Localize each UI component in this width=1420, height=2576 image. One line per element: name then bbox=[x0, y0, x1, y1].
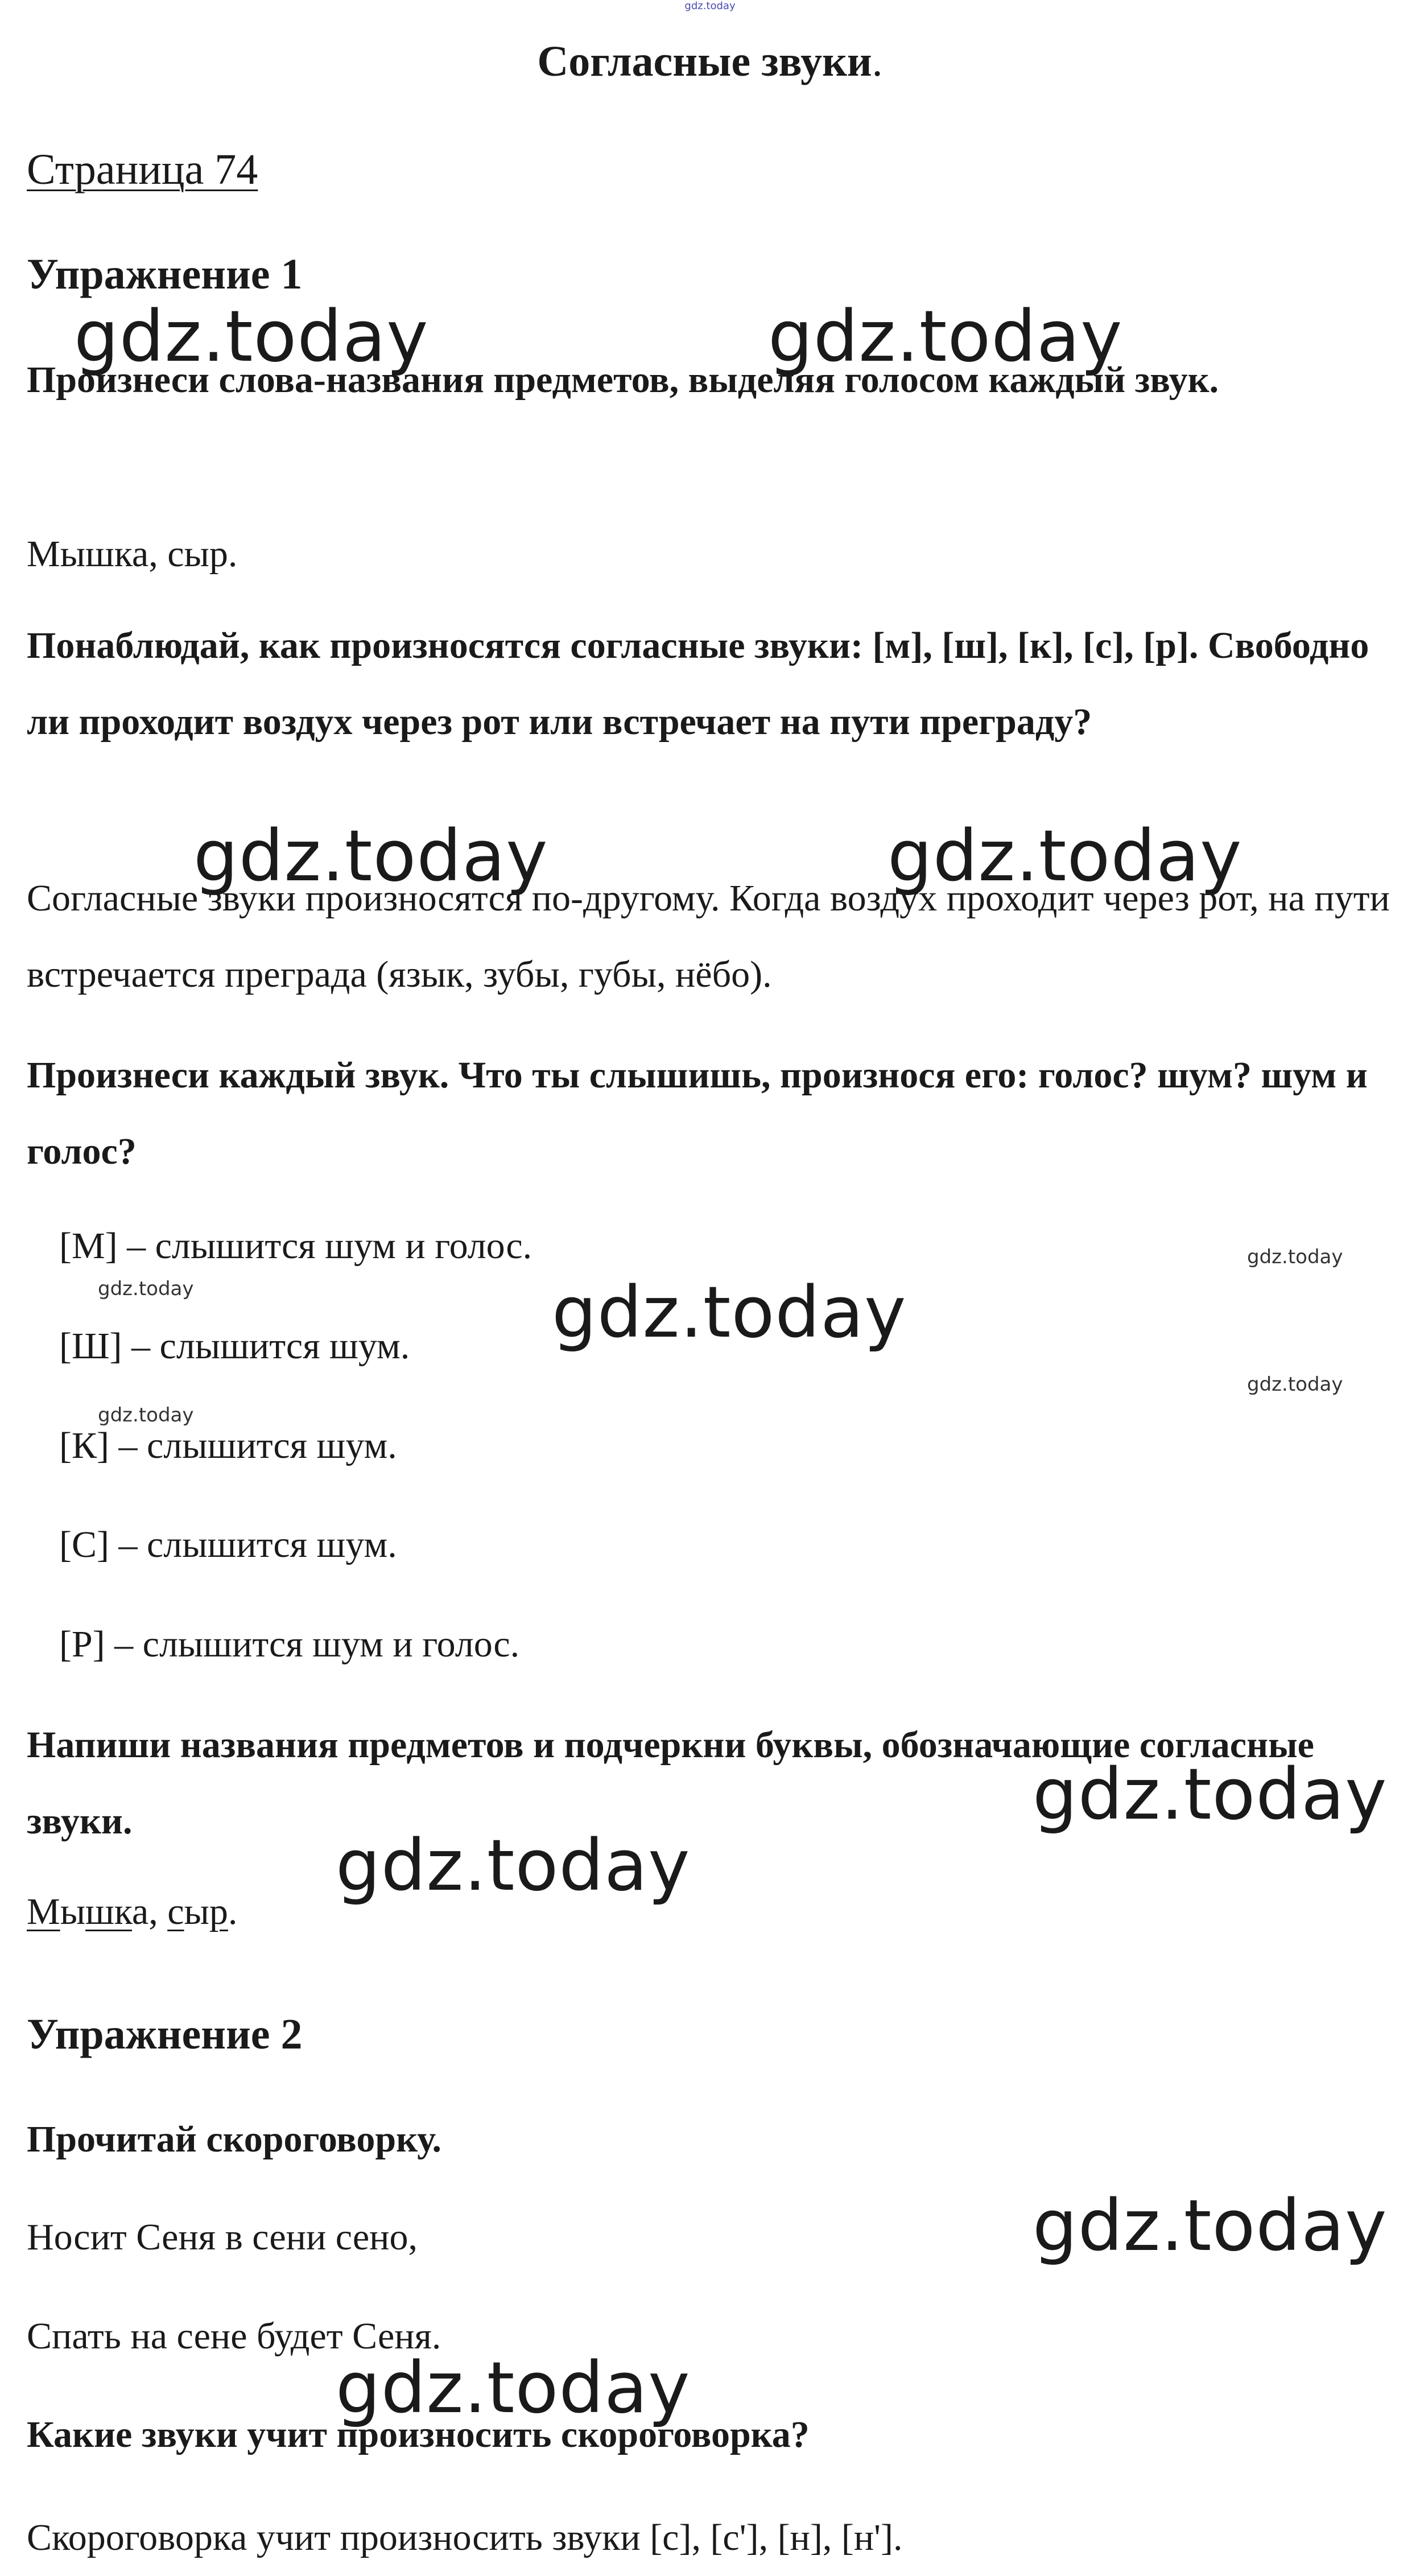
watermark-small: gdz.today bbox=[98, 1277, 194, 1300]
page-number-link[interactable]: Страница 74 bbox=[27, 146, 258, 193]
watermark: gdz.today bbox=[888, 815, 1242, 897]
exercise2-answer-2: Скороговорка учит произносить звуки [с], [с'], [н], [н']. bbox=[27, 2517, 903, 2558]
exercise1-answer-1: Мышка, сыр. bbox=[27, 533, 238, 575]
watermark: gdz.today bbox=[193, 815, 548, 897]
watermark-small: gdz.today bbox=[1247, 1373, 1343, 1396]
watermark-top: gdz.today bbox=[684, 0, 736, 12]
page-title: Согласные звуки. bbox=[537, 38, 883, 85]
watermark: gdz.today bbox=[74, 296, 429, 378]
tongue-twister-line-1: Носит Сеня в сени сено, bbox=[27, 2216, 418, 2258]
sound-item-r: [Р] – слышится шум и голос. bbox=[59, 1623, 520, 1665]
exercise1-question-2: Понаблюдай, как произносятся согласные звуки: [м], [ш], [к], [с], [р]. Свободно ли проходит воздух через рот или встречает на пути преграду? bbox=[27, 625, 1369, 743]
watermark-small: gdz.today bbox=[1247, 1246, 1343, 1268]
sound-item-k: [К] – слышится шум. bbox=[59, 1425, 397, 1466]
exercise1-question-3: Произнеси каждый звук. Что ты слышишь, произнося его: голос? шум? шум и голос? bbox=[27, 1054, 1368, 1172]
tongue-twister-line-2: Спать на сене будет Сеня. bbox=[27, 2315, 441, 2357]
sound-item-s: [С] – слышится шум. bbox=[59, 1524, 397, 1565]
exercise1-answer-2: Согласные звуки произносятся по-другому. Когда воздух проходит через рот, на пути встречается преграда (язык, зубы, губы, нёбо). bbox=[27, 877, 1390, 995]
exercise1-heading: Упражнение 1 bbox=[27, 250, 303, 298]
watermark: gdz.today bbox=[1033, 1754, 1388, 1836]
exercise2-question-1: Прочитай скороговорку. bbox=[27, 2118, 442, 2160]
watermark: gdz.today bbox=[336, 1825, 691, 1907]
watermark: gdz.today bbox=[552, 1272, 907, 1354]
sound-item-m: [М] – слышится шум и голос. bbox=[59, 1225, 532, 1267]
sound-item-sh: [Ш] – слышится шум. bbox=[59, 1325, 410, 1367]
exercise1-question-4: Напиши названия предметов и подчеркни буквы, обозначающие согласные звуки. bbox=[27, 1724, 1314, 1842]
watermark: gdz.today bbox=[336, 2347, 691, 2429]
watermark-small: gdz.today bbox=[98, 1404, 194, 1427]
watermark: gdz.today bbox=[768, 296, 1123, 378]
watermark: gdz.today bbox=[1033, 2185, 1388, 2267]
exercise2-heading: Упражнение 2 bbox=[27, 2010, 303, 2058]
exercise1-answer-4: Мышка, сыр. bbox=[27, 1891, 238, 1932]
exercise2-question-2: Какие звуки учит произносить скороговорка? bbox=[27, 2414, 810, 2455]
exercise1-question-1: Произнеси слова-названия предметов, выделяя голосом каждый звук. bbox=[27, 359, 1219, 401]
